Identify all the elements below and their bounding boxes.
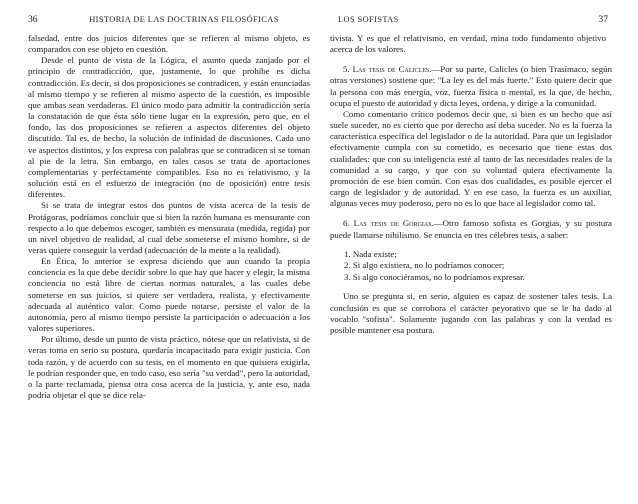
thesis-item: 1. Nada existe; bbox=[344, 248, 397, 259]
thesis-item: 2. Si algo existiera, no lo podríamos conocer; bbox=[344, 260, 505, 271]
right-page bbox=[330, 14, 612, 496]
right-intro-paragraph: tivista. Y es que el relativismo, en verdad, mina todo fundamento objetivo acerca de los valores. bbox=[330, 33, 606, 55]
left-paragraph-3: Si se trata de integrar estos dos puntos de vista acerca de la tesis de Protágoras, podríamos concluir que si bien la razón humana es mensurante con respecto a lo que debemos escoger, también es mensurata (medida, regida) por un nivel objetivo de realidad, al cual debe someterse el mismo hombre, si de veras quiere conseguir la verdad (adecuación de la mente a la realidad). bbox=[28, 200, 310, 255]
left-page-number: 36 bbox=[28, 14, 38, 25]
gorgias-theses-list bbox=[344, 249, 612, 284]
left-running-header bbox=[28, 14, 310, 28]
left-paragraph-2: Desde el punto de vista de la Lógica, el asunto queda zanjado por el principio de contradicción, que, justamente, lo que prohíbe es dicha contradicción. Es decir, si dos proposiciones se contradicen, y están enunciadas al mismo tiempo y se refieren al mismo aspecto de la cuestión, es imposible que ambas sean verdaderas. El único modo para admitir la contradicción sería la constatación de que ésta sólo tiene lugar en la expresión, pero que, en el fondo, las dos proposiciones se refieren a aspectos diferentes del objeto discutido. Tal es, de hecho, la solución de infinidad de discusiones. Cada uno ve aspectos distintos, y los expresa con palabras que se contradicen si se toman al pie de la letra. Sin embargo, en tales casos se trata de aportaciones complementarias y perfectamente compatibles. Eso no es relativismo, y la solución está en el esfuerzo de integración (no de oposición) entre tesis diferentes. bbox=[28, 55, 310, 200]
section-5-paragraph-2: Como comentario crítico podemos decir que, si bien es un hecho que así suele suceder, no es cierto que por derecho así deba suceder. No es la fuerza la característica específica del legislador o de la autoridad. Para que un legislador efectivamente cumpla con su cometido, es necesario que tiene estas dos cualidades: que con su inteligencia esté al tanto de las necesidades reales de la comunidad a su cargo, y que con su voluntad quiera efectivamente la promoción de ese bien común. Con esas dos cualidades, es posible ejercer el cargo de legislador y de autoridad. Y en ese caso, la fuerza es un auxiliar, algunas veces muy poderoso, pero no es lo que hace al legislador como tal. bbox=[330, 108, 612, 209]
section-5-heading: 5. Las tesis de Calicles. bbox=[343, 64, 432, 75]
left-paragraph-5: Por último, desde un punto de vista práctico, nótese que un relativista, si de veras toma en serio su postura, quedaría incapacitado para exigir justicia. Con toda razón, y de acuerdo con su tesis, en el momento en que quisiera exigirla, le podrían responder que, en todo caso, eso sería "su verdad", pero la autoridad, o la parte reclamada, piensa otra cosa acerca de la justicia, y, ante eso, nada podría objetar el que se dice rela- bbox=[28, 334, 310, 400]
right-running-title: LOS SOFISTAS bbox=[338, 15, 399, 24]
right-running-header bbox=[330, 14, 612, 28]
thesis-item: 3. Si algo conociéramos, no lo podríamos expresar. bbox=[344, 271, 525, 282]
section-6-paragraph bbox=[330, 218, 612, 240]
left-paragraph-4: En Ética, lo anterior se expresa diciendo que aun cuando la propia conciencia es la que debe decidir sobre lo que hay que hacer y elegir, la misma conciencia no está libre de ciertas normas naturales, a las cuales debe someterse en sus juicios, si quiere ser verdadera, realista, y efectivamente adecuada al auténtico valor. Como puede notarse, persiste el valor de la autonomía, pero al mismo tiempo persiste la participación o adecuación a los valores superiores. bbox=[28, 256, 310, 334]
left-page bbox=[28, 14, 310, 496]
left-running-title: HISTORIA DE LAS DOCTRINAS FILOSÓFICAS bbox=[89, 15, 279, 24]
left-paragraph-1: falsedad, entre dos juicios diferentes que se refieren al mismo objeto, es comparados con ese objeto en cuestión. bbox=[28, 33, 310, 55]
section-6-heading: 6. Las tesis de Gorgias. bbox=[343, 218, 434, 229]
section-5-paragraph bbox=[330, 64, 612, 109]
right-page-number: 37 bbox=[598, 14, 608, 25]
section-6-text: —Otro famoso sofista es Gorgias, y su postura puede llamarse nihilismo. Se enuncia en tres célebres tesis, a saber: bbox=[330, 218, 612, 240]
section-5-text: —Por su parte, Calicles (o bien Trasímaco, según otras versiones) sostiene que: "La ley es del más fuerte." Esto quiere decir que la persona con más energía, voz, fuerza física o mental, es la que, de hecho, ocupa el puesto de autoridad y dicta leyes, ordena, y dirige a la comunidad. bbox=[330, 64, 612, 108]
closing-paragraph: Uno se pregunta si, en serio, alguien es capaz de sostener tales tesis. La conclusión es que se corrobora el carácter peyorativo que se le ha dado al vocablo "sofista". Solamente jugando con las palabras y con la verdad es posible mantener esa postura. bbox=[330, 291, 612, 335]
